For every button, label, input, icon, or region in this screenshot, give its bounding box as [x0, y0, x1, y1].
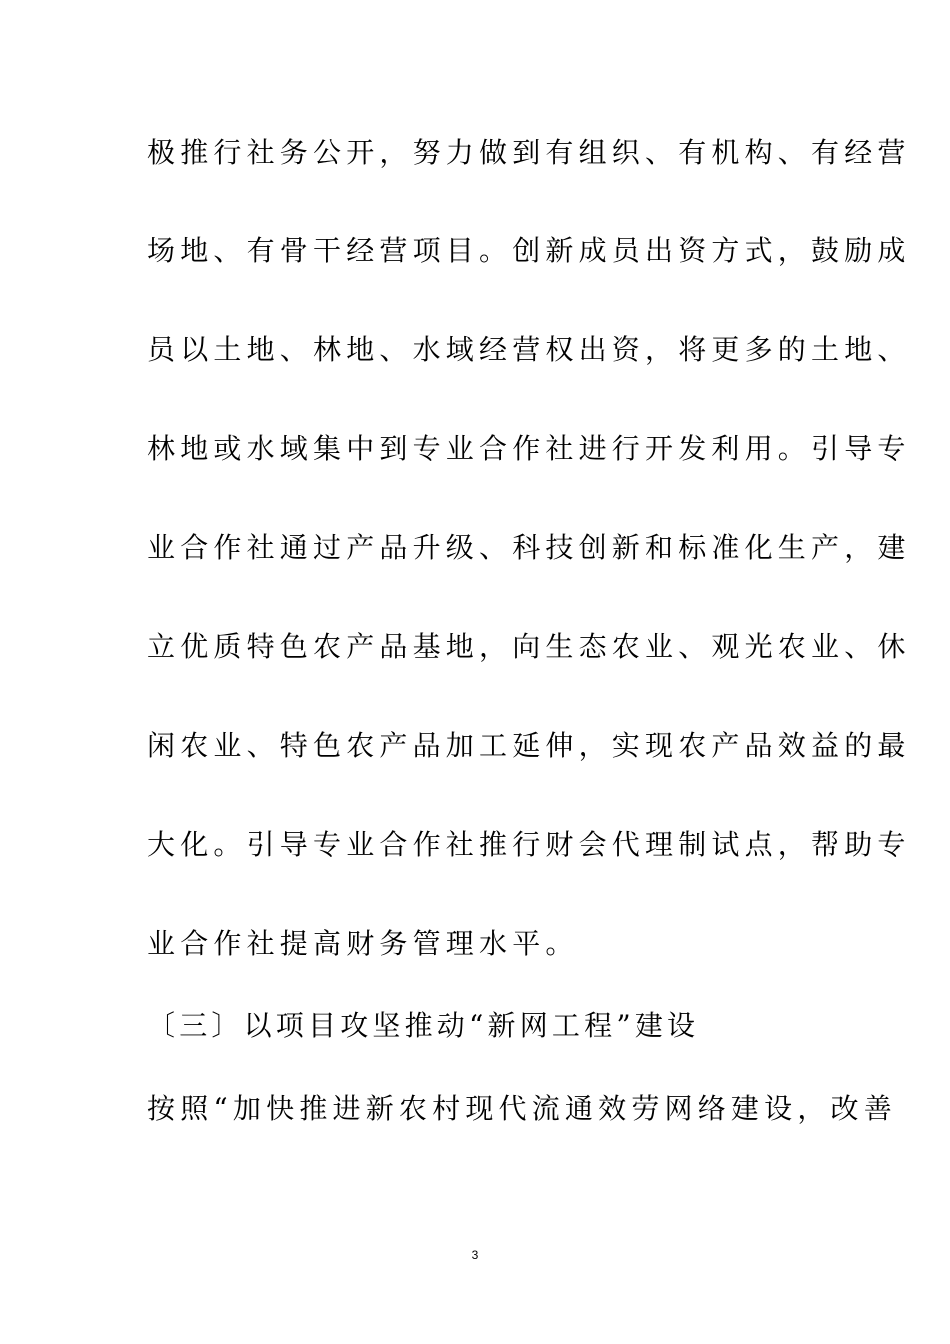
paragraph-line: 业合作社通过产品升级、科技创新和标准化生产，建 — [147, 531, 911, 564]
paragraph-line: 林地或水域集中到专业合作社进行开发利用。引导专 — [147, 432, 911, 465]
paragraph-line: 闲农业、特色农产品加工延伸，实现农产品效益的最 — [147, 729, 911, 762]
paragraph-line: 立优质特色农产品基地，向生态农业、观光农业、休 — [147, 630, 911, 663]
paragraph-line: 按照“加快推进新农村现代流通效劳网络建设，改善 — [147, 1092, 897, 1125]
paragraph-line: 极推行社务公开，努力做到有组织、有机构、有经营 — [147, 136, 911, 169]
paragraph-line: 业合作社提高财务管理水平。 — [147, 927, 579, 960]
page-number: 3 — [471, 1248, 479, 1262]
paragraph-line: 场地、有骨干经营项目。创新成员出资方式，鼓励成 — [147, 234, 911, 267]
section-heading: 〔三〕以项目攻坚推动“新网工程”建设 — [147, 1009, 700, 1042]
paragraph-line: 员以土地、林地、水域经营权出资，将更多的土地、 — [147, 333, 911, 366]
paragraph-line: 大化。引导专业合作社推行财会代理制试点，帮助专 — [147, 828, 911, 861]
